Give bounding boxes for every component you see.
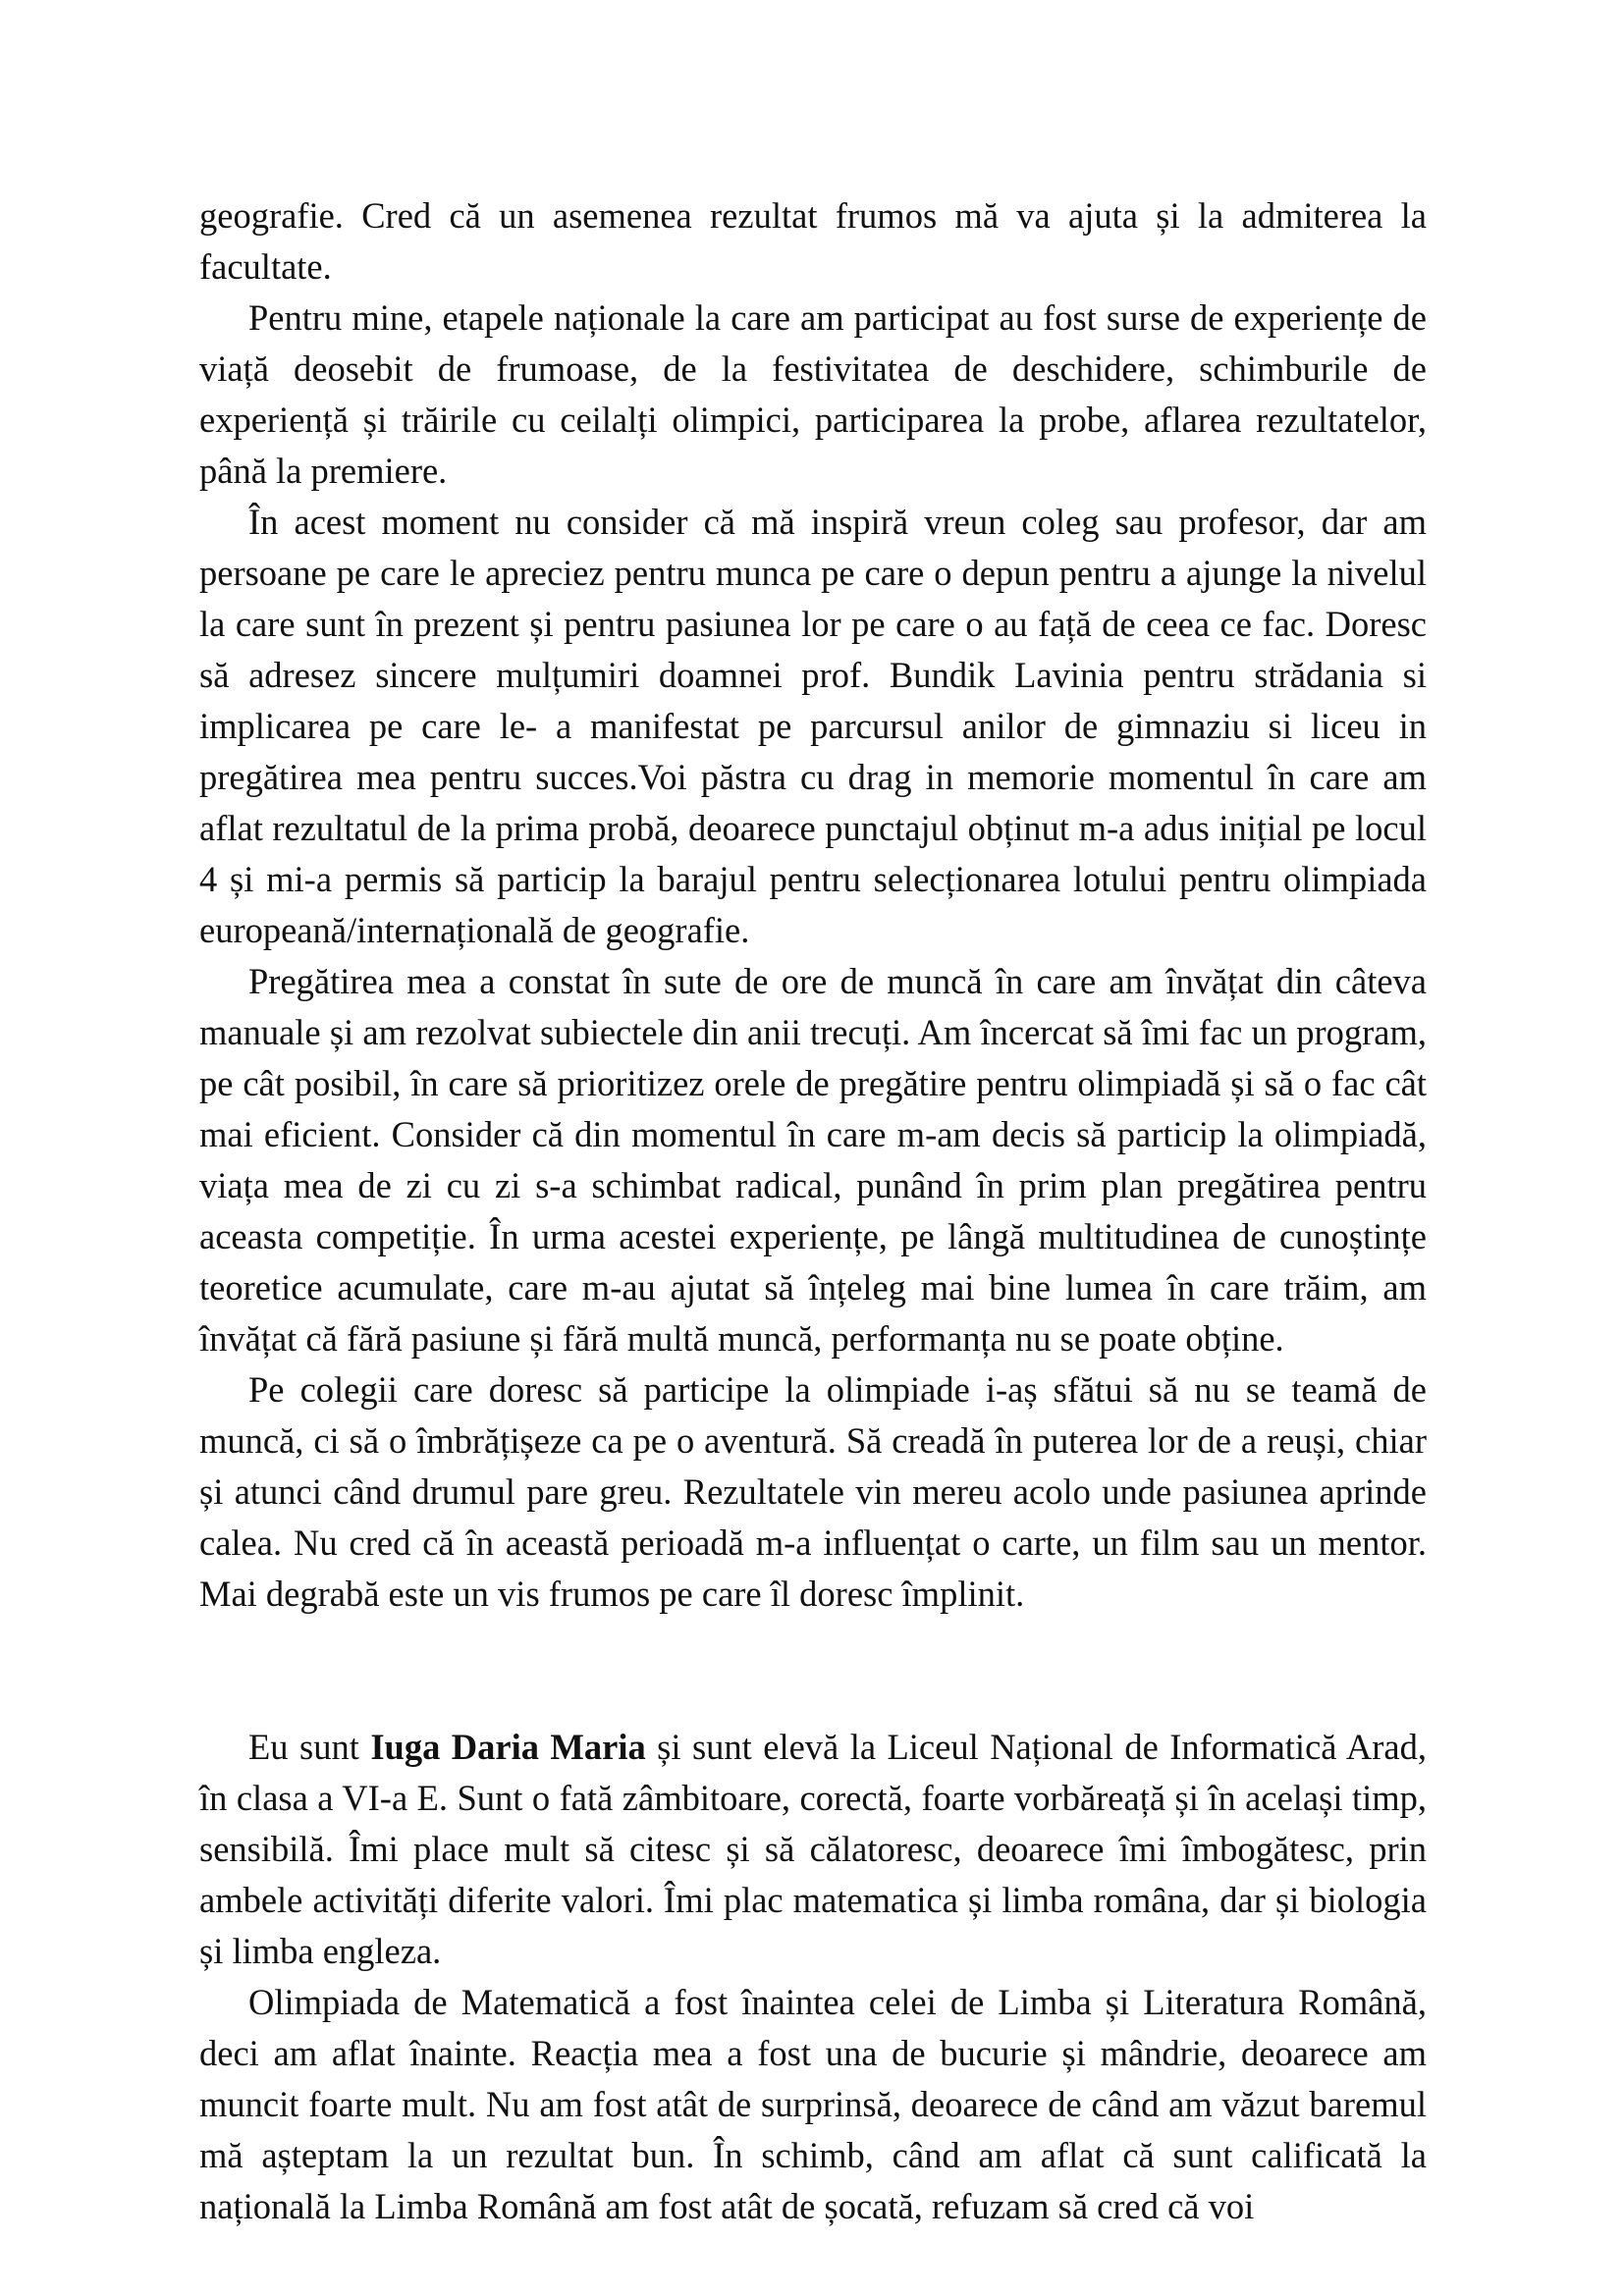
document-page: [199, 190, 1427, 2232]
student-name: Iuga Daria Maria: [370, 1727, 646, 1767]
paragraph-last: Olimpiada de Matematică a fost înaintea celei de Limba și Literatura Română, deci am aflat înainte. Reacția mea a fost una de bucurie și mândrie, deoarece am muncit foarte mult. Nu am fost atât de surprinsă, deoarece de când am văzut baremul mă așteptam la un rezultat bun. În schimb, când am aflat că sunt calificată la națională la Limba Română am fost atât de șocată, refuzam să cred că voi: [199, 1982, 1427, 2226]
intro-after: și sunt elevă la Liceul Național de Informatică Arad, în clasa a VI-a E. Sunt o fată zâmbitoare, corectă, foarte vorbăreață și în același timp, sensibilă. Îmi place mult să citesc și să călatoresc, deoarece îmi îmbogătesc, prin ambele activități diferite valori. Îmi plac matematica și limba romȃna, dar și biologia și limba engleza.: [199, 1727, 1427, 1971]
section-gap: [199, 1620, 1427, 1722]
paragraph-intro: [199, 1722, 1427, 1977]
paragraph-4: Pregătirea mea a constat în sute de ore de muncă în care am învățat din câteva manuale și am rezolvat subiectele din anii trecuți. Am încercat să îmi fac un program, pe cât posibil, în care să prioritizez orele de pregătire pentru olimpiadă și să o fac cât mai eficient. Consider că din momentul în care m-am decis să particip la olimpiadă, viața mea de zi cu zi s-a schimbat radical, punând în prim plan pregătirea pentru aceasta competiție. În urma acestei experiențe, pe lângă multitudinea de cunoștințe teoretice acumulate, care m-au ajutat să înțeleg mai bine lumea în care trăim, am învățat că fără pasiune și fără multă muncă, performanța nu se poate obține.: [199, 961, 1427, 1359]
paragraph-1: geografie. Cred că un asemenea rezultat frumos mă va ajuta și la admiterea la facultate.: [199, 195, 1427, 287]
paragraph-2: Pentru mine, etapele naționale la care am participat au fost surse de experiențe de viață deosebit de frumoase, de la festivitatea de deschidere, schimburile de experiență și trăirile cu ceilalți olimpici, participarea la probe, aflarea rezultatelor, până la premiere.: [199, 297, 1427, 491]
paragraph-5: Pe colegii care doresc să participe la olimpiade i-aș sfătui să nu se teamă de muncă, ci să o îmbrățișeze ca pe o aventură. Să creadă în puterea lor de a reuși, chiar și atunci când drumul pare greu. Rezultatele vin mereu acolo unde pasiunea aprinde calea. Nu cred că în această perioadă m-a influențat o carte, un film sau un mentor. Mai degrabă este un vis frumos pe care îl doresc împlinit.: [199, 1369, 1427, 1614]
paragraph-3: În acest moment nu consider că mă inspiră vreun coleg sau profesor, dar am persoane pe care le apreciez pentru munca pe care o depun pentru a ajunge la nivelul la care sunt în prezent și pentru pasiunea lor pe care o au față de ceea ce fac. Doresc să adresez sincere mulțumiri doamnei prof. Bundik Lavinia pentru strădania si implicarea pe care le- a manifestat pe parcursul anilor de gimnaziu si liceu in pregătirea mea pentru succes.Voi păstra cu drag in memorie momentul în care am aflat rezultatul de la prima probă, deoarece punctajul obținut m-a adus inițial pe locul 4 și mi-a permis să particip la barajul pentru selecționarea lotului pentru olimpiada europeană/internațională de geografie.: [199, 502, 1427, 950]
intro-before: Eu sunt: [248, 1727, 371, 1767]
